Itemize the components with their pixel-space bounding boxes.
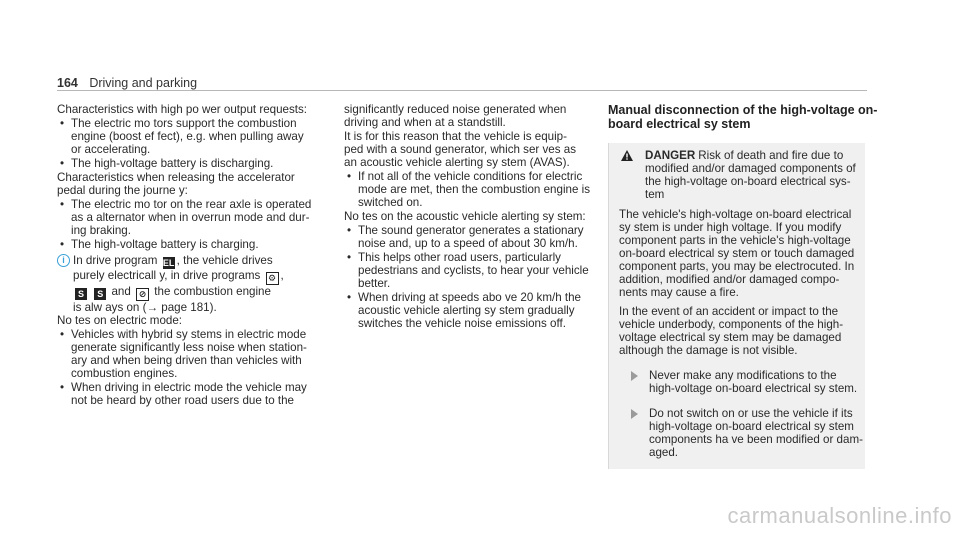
text-line: • The high-voltage battery is charging. [71, 238, 259, 251]
watermark: carmanualsonline.info [727, 503, 952, 528]
danger-label: DANGER [645, 149, 696, 162]
list-item [57, 328, 327, 380]
text-line: ary and when being driven than vehicles with [71, 354, 302, 367]
text-line: pedestrians and cyclists, to hear your vehicle [358, 264, 589, 277]
step-arrow-icon [631, 371, 638, 381]
text-line: switches the vehicle noise emissions off. [358, 317, 566, 330]
column-right [608, 103, 878, 469]
text-line: high-voltage on-board electrical sy stem [649, 420, 854, 433]
text-line: noise and, up to a speed of about 30 km/h. [358, 237, 578, 250]
list-item [57, 117, 327, 156]
list-item [344, 224, 594, 250]
list-item [344, 170, 594, 209]
text-line: pedal during the journe y: [57, 184, 188, 197]
info-note [57, 254, 327, 314]
text-line [73, 285, 327, 301]
text-line: high-voltage on-board electrical sy stem. [649, 382, 858, 395]
paragraph-continuation [344, 103, 594, 129]
text-line: acoustic vehicle alerting sy stem gradually [358, 304, 575, 317]
instruction-step [619, 407, 863, 459]
text-line: generate significantly less noise when station‐ [71, 341, 307, 354]
text-line: significantly reduced noise generated when [344, 103, 567, 116]
text-line: as a alternator when in overrun mode and dur‐ [71, 211, 310, 224]
text-line: aged. [649, 446, 679, 459]
text-line: Manual disconnection of the high-voltage on- [608, 103, 878, 117]
text-line: switched on. [358, 196, 423, 209]
text-line: on-board electrical sy stem or touch damaged [619, 247, 855, 260]
section-heading [608, 103, 878, 131]
text-line: although the damage is not visible. [619, 344, 798, 357]
step-arrow-icon [631, 409, 638, 419]
text-line: Characteristics with high po wer output requests: [57, 103, 308, 116]
text-line: It is for this reason that the vehicle is equip‐ [344, 130, 567, 143]
text-line: mode are met, then the combustion engine is [358, 183, 591, 196]
text-line: components ha ve been modified or dam‐ [649, 433, 863, 446]
list-item [344, 291, 594, 330]
text-line: sy stem is under high voltage. If you modify [619, 221, 842, 234]
text-line: • When driving in electric mode the vehicle may [71, 381, 307, 394]
column-middle [344, 103, 594, 331]
text-line: nents may cause a fire. [619, 286, 739, 299]
text-line: not be heard by other road users due to the [71, 394, 295, 407]
text-line: or accelerating. [71, 143, 151, 156]
text-line: better. [358, 277, 391, 290]
drive-program-s-icon: S [75, 288, 87, 300]
paragraph-releasing [57, 171, 327, 197]
page-number: 164 [57, 76, 78, 90]
text-line: • The sound generator generates a stationary [358, 224, 584, 237]
column-left [57, 103, 327, 408]
instruction-step [619, 369, 858, 395]
text-line: Characteristics when releasing the accelerator [57, 171, 295, 184]
header-divider [57, 90, 867, 91]
text-line: • Vehicles with hybrid sy stems in electric mode [71, 328, 307, 341]
text-line: addition, modified and/or damaged compo‐ [619, 273, 840, 286]
text-line: engine (boost ef fect), e.g. when pulling away [71, 130, 304, 143]
text-line: Do not switch on or use the vehicle if its [649, 407, 853, 420]
text-line: vehicle underbody, components of the high- [619, 318, 844, 331]
text-line: No tes on the acoustic vehicle alerting sy stem: [344, 210, 586, 223]
text-fragment: In drive program [73, 254, 158, 267]
page-reference-link[interactable]: is alw ays on (→ page 181). [73, 301, 217, 314]
text-line: voltage electrical sy stem may be damaged [619, 331, 842, 344]
text-line: board electrical sy stem [608, 117, 751, 131]
text-line: • This helps other road users, particularly [358, 251, 561, 264]
text-line: ped with a sound generator, which ser ves as [344, 143, 577, 156]
danger-warning-box [608, 143, 865, 469]
text-line: • The high-voltage battery is discharging. [71, 157, 274, 170]
drive-program-gear-icon: ⚙ [266, 272, 279, 285]
text-fragment: Risk of death and fire due to [698, 149, 844, 162]
text-line: component parts, you may be electrocuted. In [619, 260, 855, 273]
text-line: tem [645, 188, 665, 201]
list-item [57, 157, 327, 170]
text-line: In the event of an accident or impact to the [619, 305, 839, 318]
text-line: The vehicle's high-voltage on-board electrical [619, 208, 852, 221]
paragraph-high-power [57, 103, 327, 116]
text-fragment: and [111, 285, 131, 298]
paragraph-avas-notes [344, 210, 594, 223]
text-line: • When driving at speeds abo ve 20 km/h the [358, 291, 581, 304]
paragraph-electric-mode [57, 314, 327, 327]
page-header [57, 76, 197, 90]
list-item [57, 198, 327, 237]
text-line: • The electric mo tors support the combustion [71, 117, 297, 130]
list-item [344, 251, 594, 290]
text-line: ing braking. [71, 224, 131, 237]
danger-paragraph [619, 305, 855, 357]
text-fragment: , the vehicle drives [176, 254, 273, 267]
warning-triangle-icon [621, 150, 633, 161]
section-title: Driving and parking [89, 76, 198, 90]
text-line: • The electric mo tor on the rear axle is operated [71, 198, 312, 211]
text-line: Never make any modifications to the [649, 369, 837, 382]
text-line [645, 149, 855, 162]
danger-header [619, 149, 855, 201]
text-fragment: the combustion engine [154, 285, 271, 298]
text-fragment: purely electricall y, in drive programs [73, 269, 261, 282]
text-line: No tes on electric mode: [57, 314, 183, 327]
text-line: the high-voltage on-board electrical sys‐ [645, 175, 851, 188]
text-line: driving and when at a standstill. [344, 116, 506, 129]
list-item [57, 381, 327, 407]
paragraph-avas [344, 130, 594, 169]
drive-program-el-icon: EL [162, 258, 175, 268]
list-item [57, 238, 327, 251]
text-line: an acoustic vehicle alerting sy stem (AVAS). [344, 156, 570, 169]
text-line: modified and/or damaged components of [645, 162, 856, 175]
text-line [73, 269, 327, 285]
text-fragment: , [280, 269, 284, 282]
text-line: combustion engines. [71, 367, 178, 380]
text-line [73, 254, 327, 269]
info-icon: i [57, 254, 70, 267]
drive-program-s-plus-icon: S [94, 288, 106, 300]
danger-paragraph [619, 208, 855, 299]
text-line: component parts in the vehicle's high-voltage [619, 234, 851, 247]
text-line: • If not all of the vehicle conditions for electric [358, 170, 583, 183]
drive-program-offroad-icon: ⊘ [136, 288, 149, 301]
